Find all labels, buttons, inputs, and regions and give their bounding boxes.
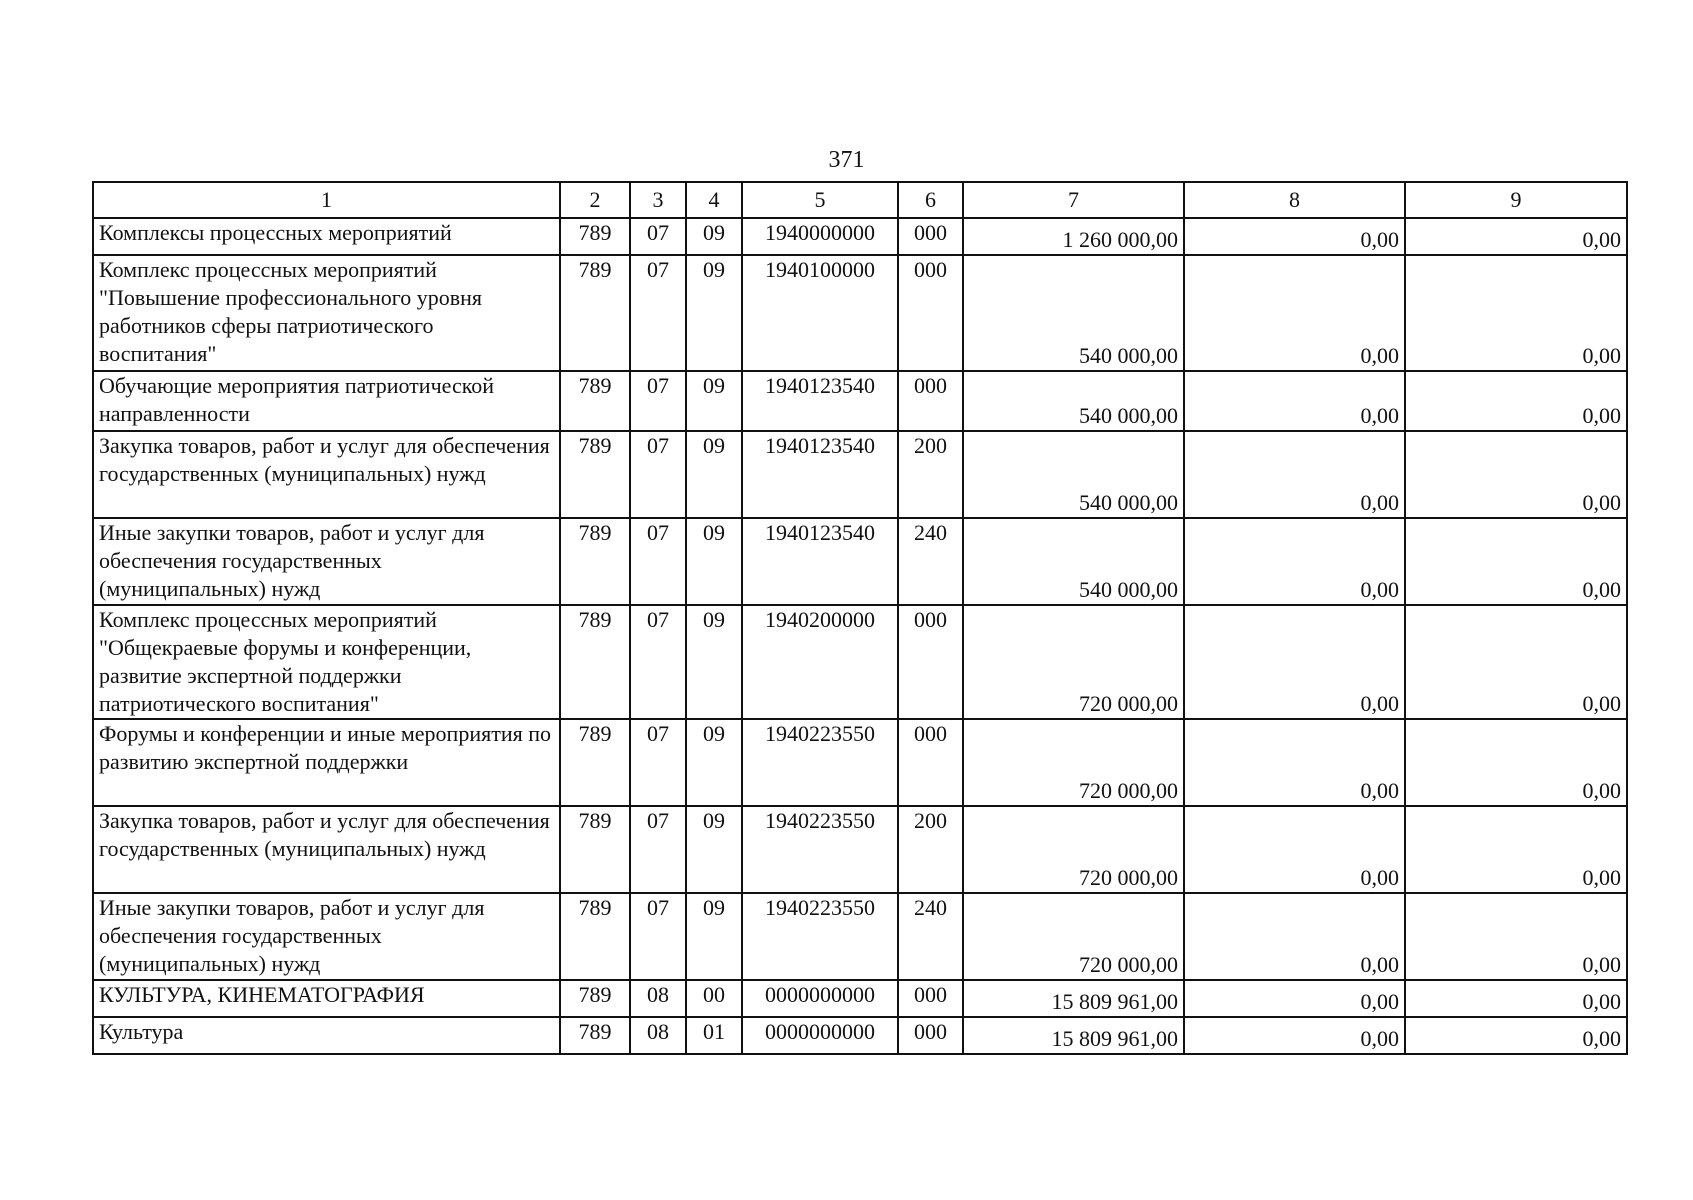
table-row xyxy=(93,518,1627,605)
row-amount-9: 0,00 xyxy=(1405,719,1627,806)
row-target-code: 1940223550 xyxy=(742,719,898,806)
row-amount-9: 0,00 xyxy=(1405,605,1627,719)
row-admin-code: 789 xyxy=(560,605,630,719)
row-section: 08 xyxy=(630,1017,686,1054)
row-expense-type: 200 xyxy=(898,806,963,893)
table-row xyxy=(93,893,1627,980)
table-row xyxy=(93,806,1627,893)
row-amount-7: 720 000,00 xyxy=(963,893,1184,980)
row-name: КУЛЬТУРА, КИНЕМАТОГРАФИЯ xyxy=(93,980,560,1017)
row-amount-8: 0,00 xyxy=(1184,218,1405,255)
row-target-code: 1940200000 xyxy=(742,605,898,719)
row-amount-7: 720 000,00 xyxy=(963,806,1184,893)
row-expense-type: 240 xyxy=(898,518,963,605)
row-admin-code: 789 xyxy=(560,980,630,1017)
row-target-code: 1940100000 xyxy=(742,255,898,371)
table-row xyxy=(93,605,1627,719)
page-number: 371 xyxy=(828,147,865,173)
row-amount-8: 0,00 xyxy=(1184,371,1405,431)
row-subsection: 09 xyxy=(686,371,742,431)
row-name: Комплекс процессных мероприятий "Общекраевые форумы и конференции, развитие экспертной поддержки патриотического воспитания" xyxy=(93,605,560,719)
row-amount-9: 0,00 xyxy=(1405,431,1627,518)
column-header: 4 xyxy=(686,182,742,218)
row-amount-7: 720 000,00 xyxy=(963,719,1184,806)
row-target-code: 1940000000 xyxy=(742,218,898,255)
table-row xyxy=(93,1017,1627,1054)
row-expense-type: 000 xyxy=(898,719,963,806)
row-admin-code: 789 xyxy=(560,255,630,371)
row-target-code: 1940223550 xyxy=(742,806,898,893)
budget-table xyxy=(92,181,1628,1055)
row-expense-type: 000 xyxy=(898,1017,963,1054)
table-row xyxy=(93,218,1627,255)
row-name: Культура xyxy=(93,1017,560,1054)
row-target-code: 1940123540 xyxy=(742,371,898,431)
row-amount-8: 0,00 xyxy=(1184,605,1405,719)
row-amount-9: 0,00 xyxy=(1405,893,1627,980)
column-header: 7 xyxy=(963,182,1184,218)
table-row xyxy=(93,431,1627,518)
column-header: 1 xyxy=(93,182,560,218)
row-amount-8: 0,00 xyxy=(1184,719,1405,806)
row-admin-code: 789 xyxy=(560,1017,630,1054)
row-subsection: 09 xyxy=(686,719,742,806)
row-section: 07 xyxy=(630,893,686,980)
row-amount-9: 0,00 xyxy=(1405,1017,1627,1054)
row-admin-code: 789 xyxy=(560,518,630,605)
row-amount-8: 0,00 xyxy=(1184,431,1405,518)
row-admin-code: 789 xyxy=(560,806,630,893)
row-section: 08 xyxy=(630,980,686,1017)
column-header: 8 xyxy=(1184,182,1405,218)
row-amount-8: 0,00 xyxy=(1184,806,1405,893)
column-header: 9 xyxy=(1405,182,1627,218)
row-subsection: 09 xyxy=(686,218,742,255)
row-expense-type: 240 xyxy=(898,893,963,980)
row-name: Форумы и конференции и иные мероприятия по развитию экспертной поддержки xyxy=(93,719,560,806)
row-admin-code: 789 xyxy=(560,719,630,806)
row-name: Иные закупки товаров, работ и услуг для обеспечения государственных (муниципальных) нужд xyxy=(93,893,560,980)
row-amount-8: 0,00 xyxy=(1184,980,1405,1017)
row-amount-7: 15 809 961,00 xyxy=(963,980,1184,1017)
row-admin-code: 789 xyxy=(560,371,630,431)
row-subsection: 09 xyxy=(686,893,742,980)
row-expense-type: 000 xyxy=(898,980,963,1017)
row-amount-7: 540 000,00 xyxy=(963,518,1184,605)
row-subsection: 01 xyxy=(686,1017,742,1054)
row-amount-7: 540 000,00 xyxy=(963,431,1184,518)
row-amount-9: 0,00 xyxy=(1405,980,1627,1017)
column-header: 5 xyxy=(742,182,898,218)
table-row xyxy=(93,255,1627,371)
row-amount-8: 0,00 xyxy=(1184,518,1405,605)
row-section: 07 xyxy=(630,431,686,518)
row-amount-7: 15 809 961,00 xyxy=(963,1017,1184,1054)
row-admin-code: 789 xyxy=(560,218,630,255)
row-section: 07 xyxy=(630,605,686,719)
row-name: Обучающие мероприятия патриотической направленности xyxy=(93,371,560,431)
column-header: 3 xyxy=(630,182,686,218)
row-section: 07 xyxy=(630,518,686,605)
row-amount-7: 720 000,00 xyxy=(963,605,1184,719)
row-section: 07 xyxy=(630,255,686,371)
row-expense-type: 200 xyxy=(898,431,963,518)
row-subsection: 09 xyxy=(686,255,742,371)
table-row xyxy=(93,980,1627,1017)
row-amount-9: 0,00 xyxy=(1405,806,1627,893)
row-expense-type: 000 xyxy=(898,255,963,371)
row-amount-8: 0,00 xyxy=(1184,893,1405,980)
row-admin-code: 789 xyxy=(560,431,630,518)
row-name: Комплексы процессных мероприятий xyxy=(93,218,560,255)
row-amount-7: 1 260 000,00 xyxy=(963,218,1184,255)
row-name: Комплекс процессных мероприятий "Повышение профессионального уровня работников сферы патриотического воспитания" xyxy=(93,255,560,371)
row-target-code: 1940123540 xyxy=(742,431,898,518)
row-subsection: 00 xyxy=(686,980,742,1017)
row-name: Иные закупки товаров, работ и услуг для обеспечения государственных (муниципальных) нужд xyxy=(93,518,560,605)
row-amount-8: 0,00 xyxy=(1184,1017,1405,1054)
row-expense-type: 000 xyxy=(898,371,963,431)
row-name: Закупка товаров, работ и услуг для обеспечения государственных (муниципальных) нужд xyxy=(93,806,560,893)
row-subsection: 09 xyxy=(686,518,742,605)
row-section: 07 xyxy=(630,218,686,255)
row-section: 07 xyxy=(630,371,686,431)
header-row xyxy=(93,182,1627,218)
table-row xyxy=(93,719,1627,806)
row-name: Закупка товаров, работ и услуг для обеспечения государственных (муниципальных) нужд xyxy=(93,431,560,518)
row-expense-type: 000 xyxy=(898,218,963,255)
row-subsection: 09 xyxy=(686,806,742,893)
row-target-code: 0000000000 xyxy=(742,980,898,1017)
row-expense-type: 000 xyxy=(898,605,963,719)
row-amount-9: 0,00 xyxy=(1405,255,1627,371)
row-amount-7: 540 000,00 xyxy=(963,371,1184,431)
row-target-code: 0000000000 xyxy=(742,1017,898,1054)
row-admin-code: 789 xyxy=(560,893,630,980)
row-amount-9: 0,00 xyxy=(1405,518,1627,605)
row-section: 07 xyxy=(630,719,686,806)
row-amount-7: 540 000,00 xyxy=(963,255,1184,371)
row-amount-9: 0,00 xyxy=(1405,371,1627,431)
row-target-code: 1940223550 xyxy=(742,893,898,980)
row-amount-9: 0,00 xyxy=(1405,218,1627,255)
row-subsection: 09 xyxy=(686,605,742,719)
column-header: 6 xyxy=(898,182,963,218)
row-subsection: 09 xyxy=(686,431,742,518)
row-target-code: 1940123540 xyxy=(742,518,898,605)
row-section: 07 xyxy=(630,806,686,893)
column-header: 2 xyxy=(560,182,630,218)
row-amount-8: 0,00 xyxy=(1184,255,1405,371)
table-row xyxy=(93,371,1627,431)
